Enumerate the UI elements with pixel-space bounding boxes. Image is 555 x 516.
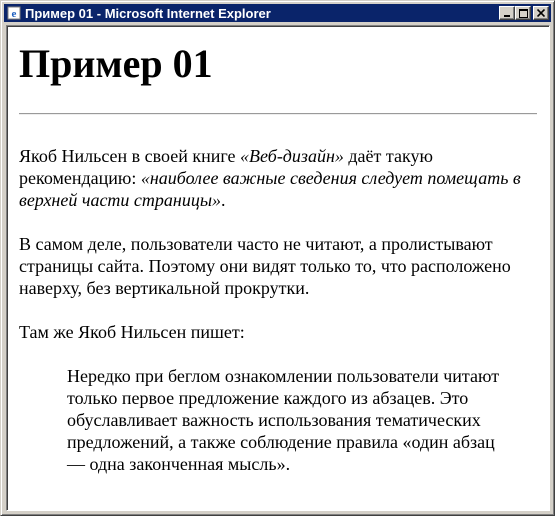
text-segment: Якоб Нильсен в своей книге	[19, 146, 241, 166]
blockquote: Нередко при беглом ознакомлении пользователи читают только первое предложение каждого из абзацев. Это обуславливает важность использования тематических предложений, а также соблюдение правила «один абзац — одна законченная мысль».	[67, 366, 500, 474]
book-title: «Веб-дизайн»	[240, 146, 344, 166]
svg-text:e: e	[11, 8, 17, 20]
maximize-icon	[519, 9, 528, 18]
title-bar[interactable]	[4, 4, 551, 22]
paragraph-recommendation	[19, 145, 537, 211]
window-title: Пример 01 - Microsoft Internet Explorer	[25, 5, 271, 21]
minimize-icon	[503, 9, 511, 17]
minimize-button[interactable]	[499, 6, 515, 20]
paragraph-scrolling: В самом деле, пользователи часто не читают, а пролистывают страницы сайта. Поэтому они видят только то, что расположено наверху, без вертикальной прокрутки.	[19, 234, 511, 298]
close-button[interactable]	[533, 6, 549, 20]
paragraph-intro: Там же Якоб Нильсен пишет:	[19, 322, 245, 342]
maximize-button[interactable]	[515, 6, 531, 20]
text-segment: даёт такую рекомендацию:	[19, 146, 433, 188]
horizontal-rule	[19, 113, 537, 115]
text-segment: .	[221, 190, 226, 210]
recommendation-quote: «наиболее важные сведения следует помещать в верхней части страницы»	[19, 168, 521, 210]
page-title: Пример 01	[19, 41, 213, 86]
page-viewport[interactable]	[6, 25, 550, 511]
internet-explorer-icon	[6, 5, 22, 21]
page-content	[7, 41, 549, 475]
close-icon	[537, 9, 545, 17]
